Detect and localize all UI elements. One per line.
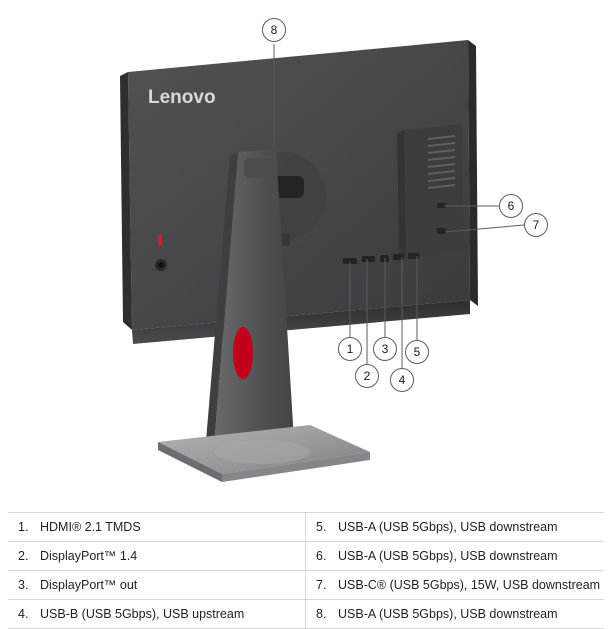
legend-cell-5	[306, 513, 604, 541]
legend-cell-7	[306, 571, 604, 599]
legend-label: HDMI® 2.1 TMDS	[40, 520, 141, 534]
legend-cell-6	[306, 542, 604, 570]
legend-number: 1.	[18, 520, 29, 534]
legend-label: USB-A (USB 5Gbps), USB downstream	[338, 607, 558, 621]
legend-cell-4	[8, 600, 306, 628]
legend-number: 3.	[18, 578, 29, 592]
callout-5[interactable]: 5	[405, 340, 429, 364]
callout-7[interactable]: 7	[524, 213, 548, 237]
legend-label: USB-A (USB 5Gbps), USB downstream	[338, 520, 558, 534]
legend-row	[8, 600, 604, 629]
monitor-base	[158, 425, 370, 482]
legend-number: 8.	[316, 607, 327, 621]
legend-number: 2.	[18, 549, 29, 563]
callout-6[interactable]: 6	[499, 194, 523, 218]
callout-3[interactable]: 3	[373, 337, 397, 361]
legend-cell-1	[8, 513, 306, 541]
legend-number: 7.	[316, 578, 327, 592]
legend-label: USB-B (USB 5Gbps), USB upstream	[40, 607, 245, 621]
legend-number: 5.	[316, 520, 327, 534]
callout-4[interactable]: 4	[390, 368, 414, 392]
legend-label: USB-C® (USB 5Gbps), 15W, USB downstream	[338, 578, 601, 592]
legend-row	[8, 542, 604, 571]
legend-number: 6.	[316, 549, 327, 563]
lenovo-logo-text: Lenovo	[148, 87, 216, 108]
legend-row	[8, 513, 604, 542]
legend-row	[8, 571, 604, 600]
legend-cell-3	[8, 571, 306, 599]
callout-1[interactable]: 1	[338, 337, 362, 361]
callout-2[interactable]: 2	[355, 364, 379, 388]
callout-8[interactable]: 8	[262, 18, 286, 42]
legend-cell-8	[306, 600, 604, 628]
legend-label: USB-A (USB 5Gbps), USB downstream	[338, 549, 558, 563]
legend-number: 4.	[18, 607, 29, 621]
port-legend-table	[8, 512, 604, 629]
monitor-chassis	[120, 40, 478, 344]
legend-cell-2	[8, 542, 306, 570]
legend-label: DisplayPort™ 1.4	[40, 549, 138, 563]
legend-label: DisplayPort™ out	[40, 578, 138, 592]
